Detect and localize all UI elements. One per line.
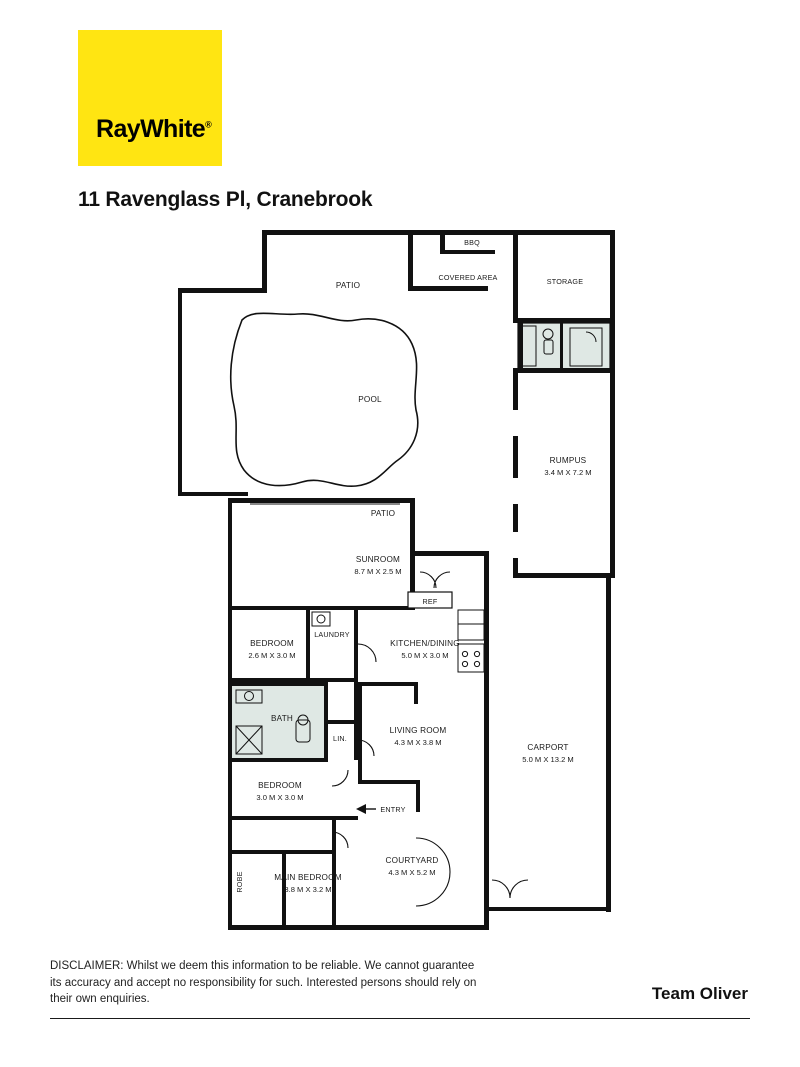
room-dim-carport: 5.0 M X 13.2 M xyxy=(522,755,574,764)
floorplan-diagram xyxy=(150,220,650,940)
room-label-linen: LIN. xyxy=(333,734,347,743)
room-label-entry: ENTRY xyxy=(380,805,406,814)
room-label-bedroom-2: BEDROOM xyxy=(258,781,302,790)
room-label-ref: REF xyxy=(422,597,438,606)
room-label-bath: BATH xyxy=(270,714,294,723)
room-label-sunroom: SUNROOM xyxy=(355,555,401,564)
pool-outline xyxy=(231,313,418,486)
bathroom-top-fill xyxy=(518,323,610,371)
footer-divider xyxy=(50,1018,750,1019)
room-label-laundry: LAUNDRY xyxy=(314,630,350,639)
room-label-bedroom-1: BEDROOM xyxy=(250,639,294,648)
room-label-bbq: BBQ xyxy=(464,238,480,247)
room-label-rumpus: RUMPUS xyxy=(549,456,587,465)
room-label-carport: CARPORT xyxy=(527,743,569,752)
laundry-fixtures xyxy=(312,612,330,626)
logo-registered-mark: ® xyxy=(205,119,212,130)
room-dim-courtyard: 4.3 M X 5.2 M xyxy=(388,868,436,877)
brand-logo-box xyxy=(78,30,222,166)
room-dim-living-room: 4.3 M X 3.8 M xyxy=(394,738,442,747)
logo-white-text: White xyxy=(140,115,206,143)
ray-white-logo xyxy=(96,115,211,144)
room-label-courtyard: COURTYARD xyxy=(385,856,439,865)
room-dim-rumpus: 3.4 M X 7.2 M xyxy=(544,468,592,477)
room-label-patio-top: PATIO xyxy=(335,281,361,290)
room-label-storage: STORAGE xyxy=(546,277,584,286)
room-label-kitchen-dining: KITCHEN/DINING xyxy=(390,639,460,648)
room-dim-bedroom-1: 2.6 M X 3.0 M xyxy=(248,651,296,660)
room-dim-sunroom: 8.7 M X 2.5 M xyxy=(354,567,402,576)
room-dim-main-bedroom: 3.8 M X 3.2 M xyxy=(284,885,332,894)
agent-name: Team Oliver xyxy=(651,984,748,1003)
logo-ray-text: Ray xyxy=(96,115,141,143)
room-label-covered-area: COVERED AREA xyxy=(438,273,498,282)
room-label-living-room: LIVING ROOM xyxy=(389,726,447,735)
room-label-patio-lower: PATIO xyxy=(370,509,396,518)
room-dim-kitchen-dining: 5.0 M X 3.0 M xyxy=(401,651,449,660)
room-dim-bedroom-2: 3.0 M X 3.0 M xyxy=(256,793,304,802)
room-label-main-bedroom: MAIN BEDROOM xyxy=(274,873,342,882)
room-label-pool: POOL xyxy=(358,395,382,404)
room-label-robe: ROBE xyxy=(235,871,244,893)
disclaimer-text: DISCLAIMER: Whilst we deem this information to be reliable. We cannot guarantee its accuracy and accept no responsibility for such. Interested persons should rely on their own enquiries. xyxy=(50,960,477,1006)
page-title: 11 Ravenglass Pl, Cranebrook xyxy=(78,188,373,211)
